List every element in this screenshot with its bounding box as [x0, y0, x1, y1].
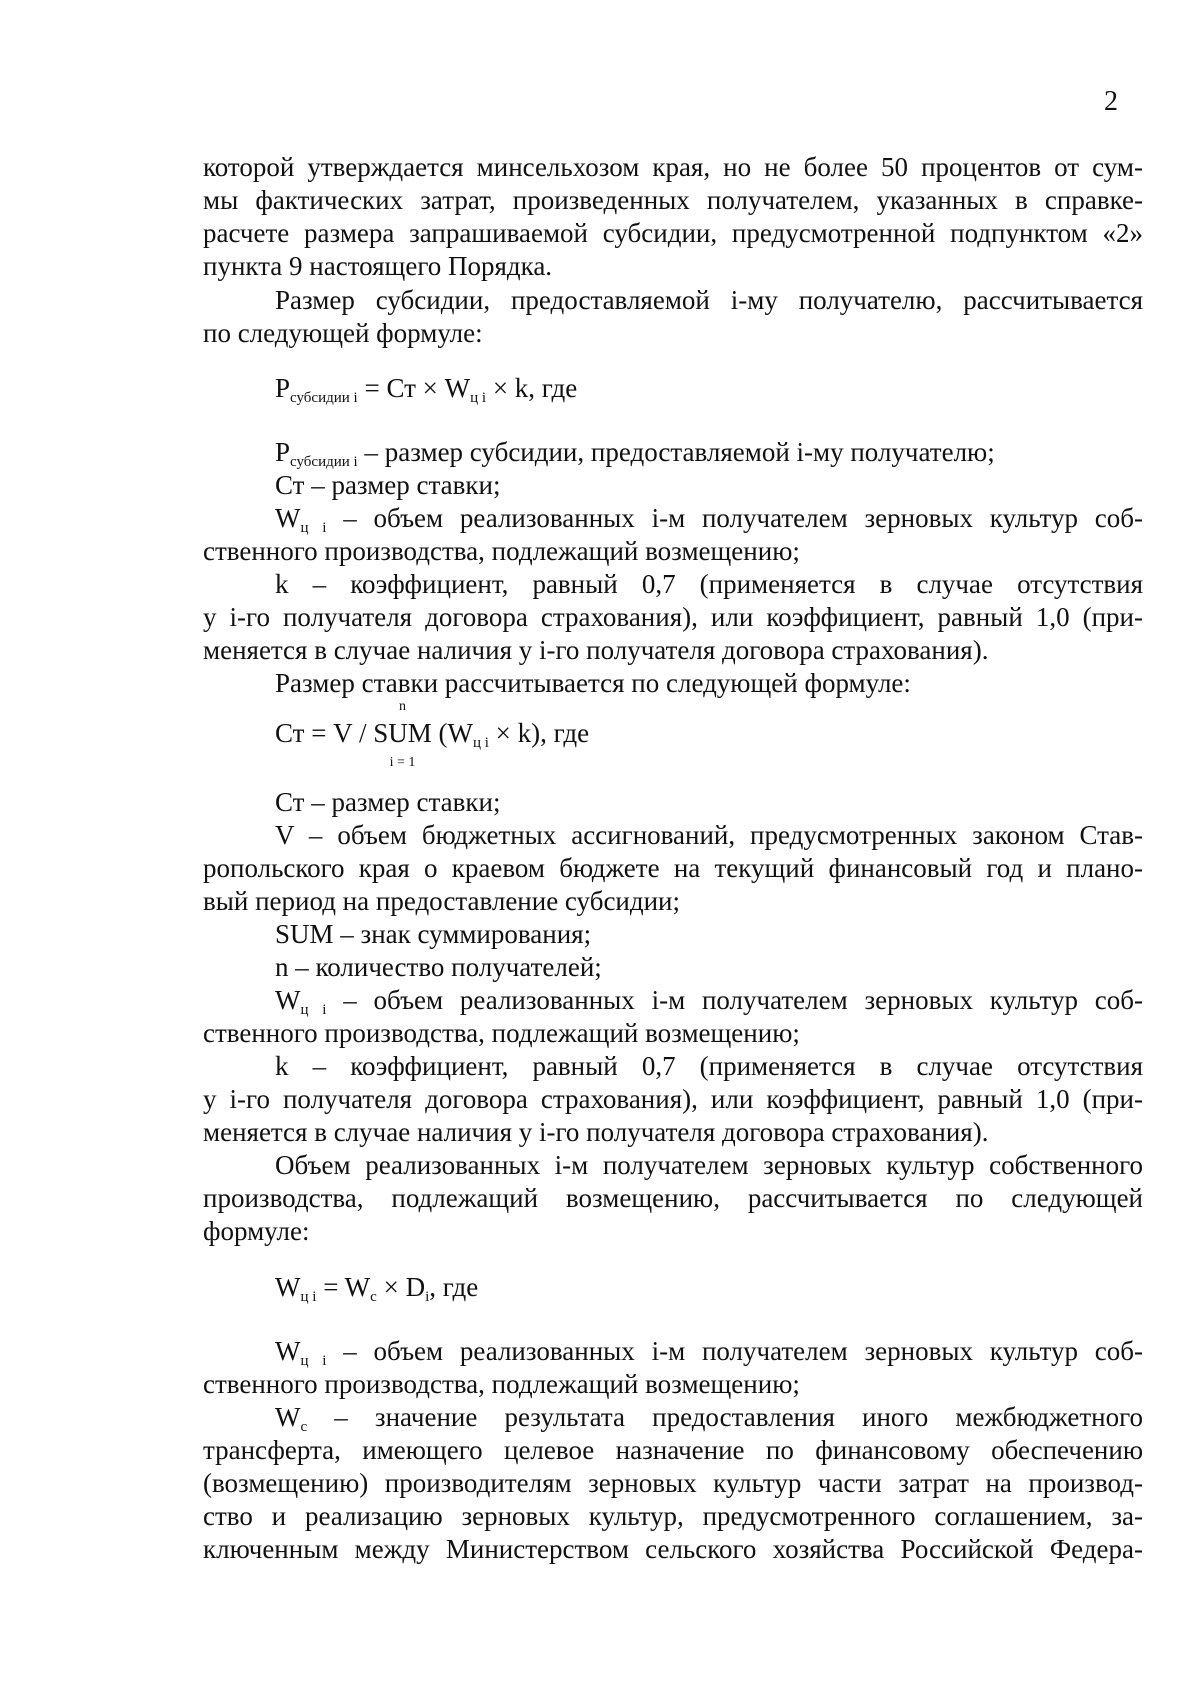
paragraph-1-line: которой утверждается минсельхозом края, но не более 50 процентов от сум-: [203, 152, 1143, 182]
paragraph-1-line: пункта 9 настоящего Порядка.: [203, 251, 553, 281]
definition-v-line: V – объем бюджетных ассигнований, предусмотренных законом Став-: [275, 820, 1143, 850]
page-number: 2: [1104, 86, 1118, 117]
definition-k-line: k – коэффициент, равный 0,7 (применяется в случае отсутствия: [275, 569, 1143, 599]
definition-v-line: ропольского края о краевом бюджете на текущий финансовый год и плано-: [203, 853, 1143, 883]
paragraph-1-line: расчете размера запрашиваемой субсидии, предусмотренной подпунктом «2»: [203, 218, 1143, 248]
definition-w: $W_{ц i}$ – объем реализованных i-м получателем зерновых культур соб-: [275, 503, 1143, 536]
formula-rate: Ст = V / n SUM i = 1 $(W_{ц i} \times k)$, где: [203, 716, 1143, 750]
definition-k-line: у i-го получателя договора страхования), или коэффициент, равный 1,0 (при-: [203, 602, 1143, 632]
paragraph-1-line: мы фактических затрат, произведенных получателем, указанных в справке-: [203, 185, 1143, 215]
definition-p-subsidy: $P_{субсидии i}$ – размер субсидии, предоставляемой i-му получателю;: [275, 437, 995, 470]
definition-wc-line: ключенным между Министерством сельского хозяйства Российской Федера-: [203, 1534, 1143, 1564]
definition-wc-line: ство и реализацию зерновых культур, предусмотренного соглашением, за-: [203, 1501, 1143, 1531]
formula-volume: $W_{ц i} = W_с \times D_i$, где: [275, 1272, 479, 1305]
definition-w: $W_{ц i}$ – объем реализованных i-м получателем зерновых культур соб-: [275, 1336, 1143, 1369]
definition-wc-line: трансферта, имеющего целевое назначение по финансовому обеспечению: [203, 1435, 1143, 1465]
formula-subsidy: $P_{субсидии i}$ = Ст × $W_{ц i} \times k$, где: [275, 373, 578, 406]
definition-n: n – количество получателей;: [275, 952, 602, 982]
definition-w-line: ственного производства, подлежащий возмещению;: [203, 1369, 800, 1399]
paragraph-4-line: формуле:: [203, 1216, 310, 1246]
definition-k-line: у i-го получателя договора страхования), или коэффициент, равный 1,0 (при-: [203, 1084, 1143, 1114]
definition-w-line: ственного производства, подлежащий возмещению;: [203, 536, 800, 566]
paragraph-4-line: производства, подлежащий возмещению, рассчитывается по следующей: [203, 1183, 1143, 1213]
definition-k-line: меняется в случае наличия у i-го получателя договора страхования).: [203, 635, 989, 665]
definition-wc-line: (возмещению) производителям зерновых культур части затрат на производ-: [203, 1468, 1143, 1498]
definition-k-line: k – коэффициент, равный 0,7 (применяется в случае отсутствия: [275, 1051, 1143, 1081]
paragraph-3: Размер ставки рассчитывается по следующей формуле:: [275, 668, 911, 698]
definition-v-line: вый период на предоставление субсидии;: [203, 886, 681, 916]
paragraph-4-line: Объем реализованных i-м получателем зерновых культур собственного: [275, 1150, 1143, 1180]
sum-upper-limit: n: [398, 699, 406, 714]
definition-w-line: ственного производства, подлежащий возмещению;: [203, 1018, 800, 1048]
definition-k-line: меняется в случае наличия у i-го получателя договора страхования).: [203, 1117, 989, 1147]
sum-lower-limit: i = 1: [389, 755, 416, 770]
paragraph-2-line: по следующей формуле:: [203, 318, 483, 348]
paragraph-2-line: Размер субсидии, предоставляемой i-му получателю, рассчитывается: [275, 285, 1143, 315]
definition-sum: SUM – знак суммирования;: [275, 919, 592, 949]
definition-w: $W_{ц i}$ – объем реализованных i-м получателем зерновых культур соб-: [275, 985, 1143, 1018]
definition-wc: $W_с$ – значение результата предоставления иного межбюджетного: [275, 1402, 1143, 1435]
definition-ct: Ст – размер ставки;: [275, 470, 501, 500]
sum-operator: n SUM i = 1: [373, 716, 432, 750]
definition-ct: Ст – размер ставки;: [275, 787, 501, 817]
